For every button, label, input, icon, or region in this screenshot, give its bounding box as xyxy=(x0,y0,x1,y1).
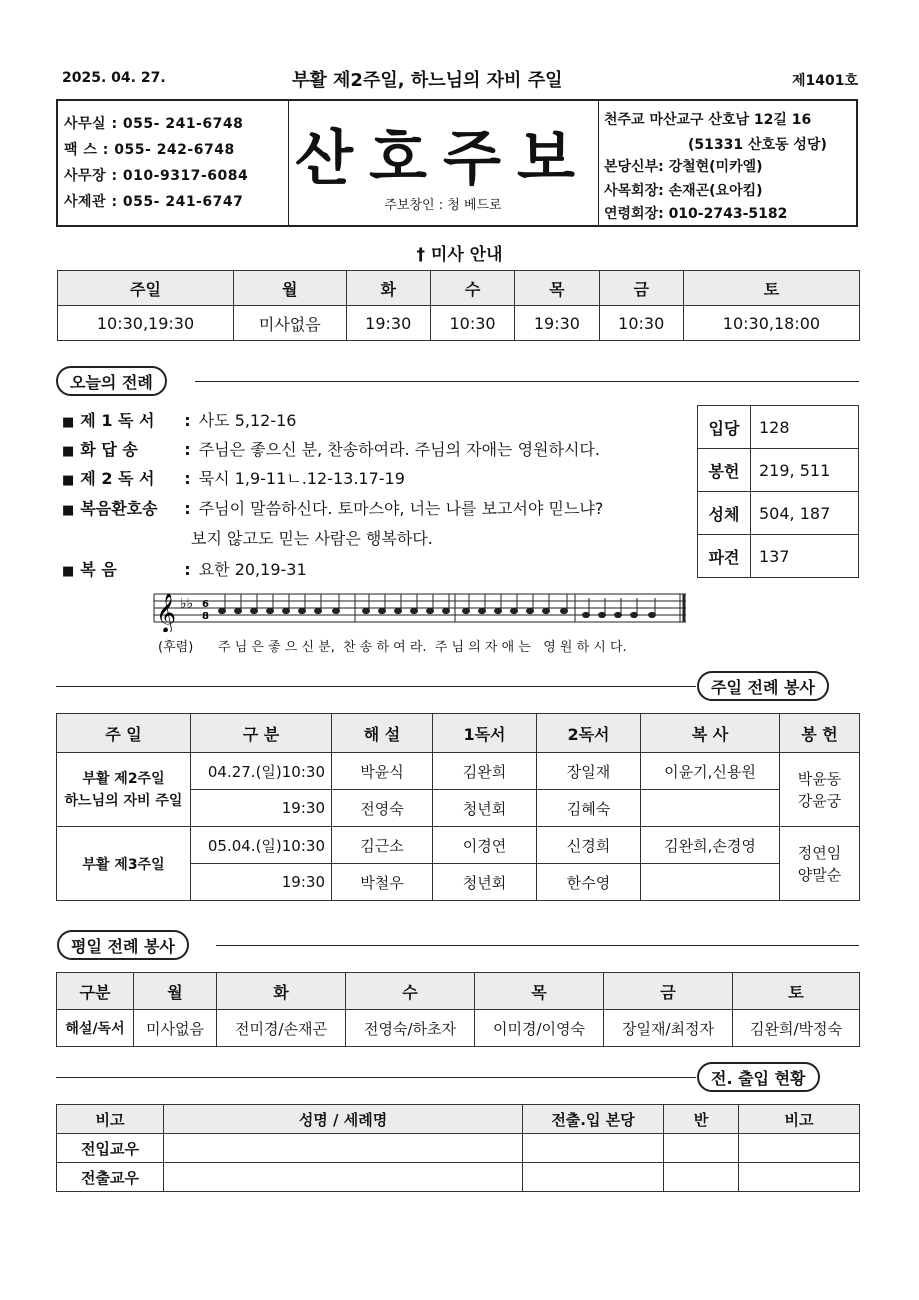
divider xyxy=(216,945,859,946)
acclamation: ■ 복음환호송 : 주님이 말씀하신다. 토마스야, 너는 나를 보고서야 믿느냐? xyxy=(62,499,604,518)
hymn-table xyxy=(697,405,859,578)
mass-times-row xyxy=(58,306,860,341)
mass-days-row xyxy=(58,271,860,306)
hymn-row: 성체 504, 187 xyxy=(698,492,859,535)
sunday-service-table xyxy=(56,713,860,901)
table-row: 부활 제2주일 하느님의 자비 주일 04.27.(일)10:30 박윤식 김완희 장일재 이윤기,신용원 박윤동 강윤궁 xyxy=(57,753,860,790)
reading-2: ■ 제 2 독 서 : 묵시 1,9-11ㄴ.12-13.17-19 xyxy=(62,469,405,488)
time-cell: 10:30,18:00 xyxy=(683,306,859,341)
hymn-row: 봉헌 219, 511 xyxy=(698,449,859,492)
contact-list xyxy=(58,101,289,225)
treble-clef-icon: 𝄞 xyxy=(156,593,177,632)
refrain-staff xyxy=(150,588,690,632)
bullet-icon: ■ xyxy=(62,564,75,579)
mass-heading: † 미사 안내 xyxy=(416,245,503,265)
table-row: 전입교우 xyxy=(57,1134,860,1163)
sunday-name: 부활 제3주일 xyxy=(57,827,191,901)
table-row: 19:30 박철우 청년회 한수영 xyxy=(57,864,860,901)
refrain-lyrics: 주 님 은 좋 으 신 분, 찬 송 하 여 라. 주 님 의 자 애 는 영 원 하 시 다. xyxy=(218,640,627,655)
day-cell: 화 xyxy=(346,271,430,306)
day-cell: 토 xyxy=(683,271,859,306)
reading-1: ■ 제 1 독 서 : 사도 5,12-16 xyxy=(62,411,297,430)
table-row: 부활 제3주일 05.04.(일)10:30 김근소 이경연 신경희 김완희,손경영 정연임 양말순 xyxy=(57,827,860,864)
time-cell: 미사없음 xyxy=(234,306,347,341)
masthead-center xyxy=(288,101,599,225)
divider xyxy=(56,1077,696,1078)
day-cell: 목 xyxy=(515,271,599,306)
table-header: 주 일 구 분 해 설 1독서 2독서 복 사 봉 헌 xyxy=(57,714,860,753)
gospel: ■ 복 음 : 요한 20,19-31 xyxy=(62,560,307,579)
table-row: 19:30 전영숙 청년회 김혜숙 xyxy=(57,790,860,827)
transfers-tab: 전. 출입 현황 xyxy=(697,1062,820,1092)
refrain-label: (후렴) xyxy=(158,640,194,655)
time-cell: 19:30 xyxy=(346,306,430,341)
parish-address-sub: (51331 산호동 성당) xyxy=(688,137,827,153)
mass-schedule-table xyxy=(57,270,860,341)
day-cell: 금 xyxy=(599,271,683,306)
parish-info xyxy=(598,101,858,225)
divider xyxy=(56,686,696,687)
time-cell: 10:30 xyxy=(599,306,683,341)
weekday-service-tab: 평일 전례 봉사 xyxy=(57,930,189,960)
sunday-service-tab: 주일 전례 봉사 xyxy=(697,671,829,701)
svg-text:6: 6 xyxy=(202,599,209,610)
parish-address: 천주교 마산교구 산호남 12길 16 xyxy=(604,112,812,128)
parish-pastor: 본당신부: 강철현(미카엘) xyxy=(604,159,763,175)
contact-office: 사무실 : 055- 241-6748 xyxy=(64,116,244,132)
contact-rectory: 사제관 : 055- 241-6747 xyxy=(64,194,244,210)
psalm: ■ 화 답 송 : 주님은 좋으신 분, 찬송하여라. 주님의 자애는 영원하시다. xyxy=(62,440,600,459)
hymn-row: 입당 128 xyxy=(698,406,859,449)
parish-youth: 연령회장: 010-2743-5182 xyxy=(604,206,788,222)
day-cell: 주일 xyxy=(58,271,234,306)
table-row: 해설/독서 미사없음 전미경/손재곤 전영숙/하초자 이미경/이영숙 장일재/최정자 김완희/박정숙 xyxy=(57,1010,860,1047)
liturgy-tab: 오늘의 전례 xyxy=(56,366,167,396)
parish-council: 사목회장: 손재곤(요아킴) xyxy=(604,183,763,199)
time-cell: 10:30,19:30 xyxy=(58,306,234,341)
transfers-table xyxy=(56,1104,860,1192)
table-header: 구분 월 화 수 목 금 토 xyxy=(57,973,860,1010)
masthead-box xyxy=(56,99,858,227)
contact-fax: 팩 스 : 055- 242-6748 xyxy=(64,142,235,158)
svg-text:8: 8 xyxy=(202,611,209,622)
weekday-service-table xyxy=(56,972,860,1047)
bullet-icon: ■ xyxy=(62,415,75,430)
table-row: 전출교우 xyxy=(57,1163,860,1192)
bullet-icon: ■ xyxy=(62,473,75,488)
issue-date: 2025. 04. 27. xyxy=(62,70,166,86)
publisher: 주보창인 : 청 베드로 xyxy=(384,198,502,213)
issue-title: 부활 제2주일, 하느님의 자비 주일 xyxy=(292,70,563,91)
contact-secretary: 사무장 : 010-9317-6084 xyxy=(64,168,249,184)
time-cell: 19:30 xyxy=(515,306,599,341)
bullet-icon: ■ xyxy=(62,444,75,459)
table-header: 비고 성명 / 세례명 전출.입 본당 반 비고 xyxy=(57,1105,860,1134)
offering-names: 정연임 양말순 xyxy=(780,827,860,901)
notes xyxy=(219,594,656,618)
masthead-title: 산호주보 xyxy=(295,124,591,194)
bullet-icon: ■ xyxy=(62,503,75,518)
flat-icon: ♭♭ xyxy=(180,596,194,612)
hymn-row: 파견 137 xyxy=(698,535,859,578)
offering-names: 박윤동 강윤궁 xyxy=(780,753,860,827)
issue-number: 제1401호 xyxy=(792,73,859,89)
sunday-name: 부활 제2주일 하느님의 자비 주일 xyxy=(57,753,191,827)
day-cell: 월 xyxy=(234,271,347,306)
acclamation-cont: 보지 않고도 믿는 사람은 행복하다. xyxy=(191,529,433,548)
divider xyxy=(195,381,859,382)
time-cell: 10:30 xyxy=(430,306,514,341)
day-cell: 수 xyxy=(430,271,514,306)
